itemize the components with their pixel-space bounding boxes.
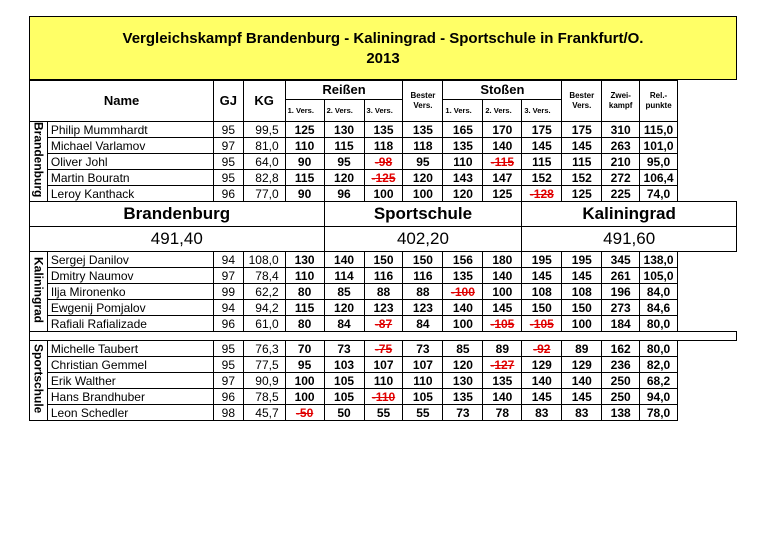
cell-r2: 50 [324,405,364,421]
cell-rp: 84,6 [640,300,678,316]
cell-zk: 250 [602,373,640,389]
athlete-name: Christian Gemmel [47,357,213,373]
cell-r2: 103 [324,357,364,373]
cell-zk: 225 [602,186,640,202]
cell-rb: 95 [403,154,443,170]
cell-rp: 78,0 [640,405,678,421]
athlete-name: Leroy Kanthack [47,186,213,202]
cell-zk: 273 [602,300,640,316]
cell-gj: 94 [214,300,243,316]
cell-s2: 125 [483,186,522,202]
cell-sb: 152 [562,170,602,186]
cell-gj: 97 [214,268,243,284]
cell-s2: 147 [483,170,522,186]
cell-gj: 95 [214,154,243,170]
cell-kg: 64,0 [243,154,285,170]
athlete-name: Hans Brandhuber [47,389,213,405]
team-name-sportschule: Sportschule [324,202,522,227]
table-row [30,252,737,268]
header-stossen: Stoßen [443,81,562,100]
table-row [30,357,737,373]
athlete-name: Rafiali Rafializade [47,316,213,332]
cell-s1: 140 [443,300,483,316]
cell-s1: 85 [443,341,483,357]
cell-s3: 195 [522,252,562,268]
cell-s3: 129 [522,357,562,373]
cell-kg: 81,0 [243,138,285,154]
cell-rb: 84 [403,316,443,332]
cell-r1: 125 [285,122,324,138]
cell-gj: 95 [214,357,243,373]
athlete-name: Leon Schedler [47,405,213,421]
cell-r2: 114 [324,268,364,284]
team-score-row [30,227,737,252]
cell-s2: 140 [483,268,522,284]
cell-zk: 272 [602,170,640,186]
table-row [30,268,737,284]
cell-rb: 88 [403,284,443,300]
cell-r2: 105 [324,389,364,405]
cell-kg: 45,7 [243,405,285,421]
cell-r2: 85 [324,284,364,300]
cell-rp: 84,0 [640,284,678,300]
cell-s3: 108 [522,284,562,300]
cell-s3: 145 [522,389,562,405]
cell-s3: 175 [522,122,562,138]
cell-s2: 145 [483,300,522,316]
header-gj: GJ [214,81,243,122]
table-row [30,405,737,421]
cell-rp: 94,0 [640,389,678,405]
header-r-v1: 1. Vers. [285,100,324,122]
cell-gj: 97 [214,138,243,154]
cell-sb: 89 [562,341,602,357]
header-bester-reissen: Bester Vers. [403,81,443,122]
cell-s2: -105 [483,316,522,332]
cell-kg: 78,4 [243,268,285,284]
cell-r3: 110 [364,373,403,389]
cell-r3: -75 [364,341,403,357]
header-r-v2: 2. Vers. [324,100,364,122]
cell-s3: 152 [522,170,562,186]
title-line-1: Vergleichskampf Brandenburg - Kaliningrad - Sportschule in Frankfurt/O. [122,30,644,47]
cell-r2: 96 [324,186,364,202]
cell-s2: 89 [483,341,522,357]
cell-s2: 180 [483,252,522,268]
cell-sb: 100 [562,316,602,332]
team-score-sportschule: 402,20 [324,227,522,252]
cell-r1: -50 [285,405,324,421]
cell-rp: 80,0 [640,316,678,332]
table-body [30,122,737,421]
cell-s1: 135 [443,389,483,405]
title-line-2: 2013 [366,50,400,67]
team-name-row [30,202,737,227]
cell-zk: 196 [602,284,640,300]
cell-rb: 120 [403,170,443,186]
cell-s2: 170 [483,122,522,138]
cell-sb: 175 [562,122,602,138]
cell-zk: 138 [602,405,640,421]
cell-rb: 116 [403,268,443,284]
cell-sb: 115 [562,154,602,170]
cell-r3: 123 [364,300,403,316]
cell-s1: 120 [443,357,483,373]
cell-r1: 80 [285,316,324,332]
athlete-name: Michael Varlamov [47,138,213,154]
cell-rb: 118 [403,138,443,154]
cell-s3: 83 [522,405,562,421]
cell-r3: 135 [364,122,403,138]
cell-kg: 77,0 [243,186,285,202]
spacer-cell [30,332,737,341]
document-title [29,16,737,80]
cell-rb: 107 [403,357,443,373]
cell-r1: 80 [285,284,324,300]
cell-s3: 145 [522,138,562,154]
cell-s2: 78 [483,405,522,421]
cell-kg: 61,0 [243,316,285,332]
cell-gj: 96 [214,186,243,202]
table-row [30,300,737,316]
cell-rp: 105,0 [640,268,678,284]
table-row [30,122,737,138]
athlete-name: Sergej Danilov [47,252,213,268]
cell-kg: 90,9 [243,373,285,389]
cell-kg: 77,5 [243,357,285,373]
cell-zk: 210 [602,154,640,170]
cell-r1: 115 [285,170,324,186]
cell-s1: 130 [443,373,483,389]
table-row [30,316,737,332]
cell-r1: 100 [285,389,324,405]
table-row [30,389,737,405]
cell-r3: 118 [364,138,403,154]
cell-r3: -98 [364,154,403,170]
cell-s1: -100 [443,284,483,300]
team-name-kaliningrad: Kaliningrad [522,202,737,227]
cell-kg: 94,2 [243,300,285,316]
cell-r3: 55 [364,405,403,421]
table-row [30,284,737,300]
cell-kg: 108,0 [243,252,285,268]
team-score-kaliningrad: 491,60 [522,227,737,252]
cell-gj: 96 [214,389,243,405]
group-label-brandenburg: Brandenburg [30,122,48,202]
cell-zk: 250 [602,389,640,405]
cell-sb: 145 [562,138,602,154]
group-label-sportschule: Sportschule [30,341,48,421]
cell-gj: 98 [214,405,243,421]
cell-r3: -125 [364,170,403,186]
cell-gj: 96 [214,316,243,332]
cell-s2: -127 [483,357,522,373]
cell-sb: 83 [562,405,602,421]
cell-sb: 129 [562,357,602,373]
cell-s1: 110 [443,154,483,170]
group-label-kaliningrad: Kaliningrad [30,252,48,332]
athlete-name: Ewgenij Pomjalov [47,300,213,316]
cell-r3: 116 [364,268,403,284]
cell-rb: 55 [403,405,443,421]
cell-kg: 76,3 [243,341,285,357]
cell-kg: 82,8 [243,170,285,186]
cell-s2: 135 [483,373,522,389]
header-relpunkte: Rel.-punkte [640,81,678,122]
cell-r3: -87 [364,316,403,332]
cell-rb: 73 [403,341,443,357]
cell-rp: 138,0 [640,252,678,268]
cell-rp: 106,4 [640,170,678,186]
cell-sb: 140 [562,373,602,389]
athlete-name: Philip Mummhardt [47,122,213,138]
header-s-v1: 1. Vers. [443,100,483,122]
athlete-name: Martin Bouratn [47,170,213,186]
cell-r2: 130 [324,122,364,138]
cell-rp: 74,0 [640,186,678,202]
cell-zk: 162 [602,341,640,357]
cell-r1: 70 [285,341,324,357]
team-name-brandenburg: Brandenburg [30,202,325,227]
spacer-row [30,332,737,341]
cell-r1: 130 [285,252,324,268]
cell-rb: 123 [403,300,443,316]
cell-r1: 115 [285,300,324,316]
athlete-name: Oliver Johl [47,154,213,170]
cell-r1: 110 [285,138,324,154]
cell-kg: 99,5 [243,122,285,138]
cell-gj: 95 [214,170,243,186]
cell-rb: 150 [403,252,443,268]
table-row [30,170,737,186]
header-r-v3: 3. Vers. [364,100,403,122]
cell-s3: -128 [522,186,562,202]
cell-sb: 150 [562,300,602,316]
cell-sb: 108 [562,284,602,300]
table-row [30,154,737,170]
cell-s3: 115 [522,154,562,170]
cell-r2: 95 [324,154,364,170]
cell-r2: 115 [324,138,364,154]
cell-r2: 84 [324,316,364,332]
results-table [29,80,737,421]
cell-s1: 135 [443,138,483,154]
cell-rp: 115,0 [640,122,678,138]
cell-s2: -115 [483,154,522,170]
cell-r3: 150 [364,252,403,268]
header-s-v3: 3. Vers. [522,100,562,122]
cell-s1: 120 [443,186,483,202]
cell-rp: 68,2 [640,373,678,389]
table-row [30,138,737,154]
cell-r1: 100 [285,373,324,389]
cell-s1: 100 [443,316,483,332]
table-row [30,373,737,389]
cell-r2: 73 [324,341,364,357]
cell-zk: 263 [602,138,640,154]
cell-gj: 97 [214,373,243,389]
header-zweikampf: Zwei-kampf [602,81,640,122]
cell-s3: 145 [522,268,562,284]
cell-gj: 94 [214,252,243,268]
cell-r2: 140 [324,252,364,268]
athlete-name: Michelle Taubert [47,341,213,357]
cell-s1: 156 [443,252,483,268]
cell-kg: 78,5 [243,389,285,405]
cell-s3: 150 [522,300,562,316]
cell-sb: 125 [562,186,602,202]
cell-s2: 140 [483,138,522,154]
cell-rp: 95,0 [640,154,678,170]
cell-rp: 101,0 [640,138,678,154]
cell-r1: 90 [285,154,324,170]
cell-s1: 73 [443,405,483,421]
cell-r3: 100 [364,186,403,202]
athlete-name: Dmitry Naumov [47,268,213,284]
team-score-brandenburg: 491,40 [30,227,325,252]
cell-r2: 105 [324,373,364,389]
cell-r1: 110 [285,268,324,284]
cell-rb: 105 [403,389,443,405]
header-reissen: Reißen [285,81,403,100]
cell-rp: 82,0 [640,357,678,373]
athlete-name: Ilja Mironenko [47,284,213,300]
cell-sb: 195 [562,252,602,268]
cell-r3: 107 [364,357,403,373]
cell-r2: 120 [324,170,364,186]
cell-r1: 90 [285,186,324,202]
cell-s2: 140 [483,389,522,405]
header-kg: KG [243,81,285,122]
cell-rb: 100 [403,186,443,202]
cell-r3: -110 [364,389,403,405]
cell-rb: 110 [403,373,443,389]
cell-s3: -105 [522,316,562,332]
cell-s1: 165 [443,122,483,138]
cell-kg: 62,2 [243,284,285,300]
table-row [30,186,737,202]
cell-gj: 99 [214,284,243,300]
cell-zk: 310 [602,122,640,138]
athlete-name: Erik Walther [47,373,213,389]
cell-s2: 100 [483,284,522,300]
cell-rb: 135 [403,122,443,138]
table-row [30,341,737,357]
cell-r3: 88 [364,284,403,300]
cell-r1: 95 [285,357,324,373]
cell-sb: 145 [562,268,602,284]
header-s-v2: 2. Vers. [483,100,522,122]
cell-gj: 95 [214,122,243,138]
cell-zk: 236 [602,357,640,373]
cell-zk: 345 [602,252,640,268]
header-bester-stossen: Bester Vers. [562,81,602,122]
cell-gj: 95 [214,341,243,357]
cell-s1: 143 [443,170,483,186]
header-name: Name [30,81,214,122]
cell-zk: 261 [602,268,640,284]
cell-s3: -92 [522,341,562,357]
cell-sb: 145 [562,389,602,405]
cell-s1: 135 [443,268,483,284]
cell-r2: 120 [324,300,364,316]
cell-s3: 140 [522,373,562,389]
cell-zk: 184 [602,316,640,332]
cell-rp: 80,0 [640,341,678,357]
